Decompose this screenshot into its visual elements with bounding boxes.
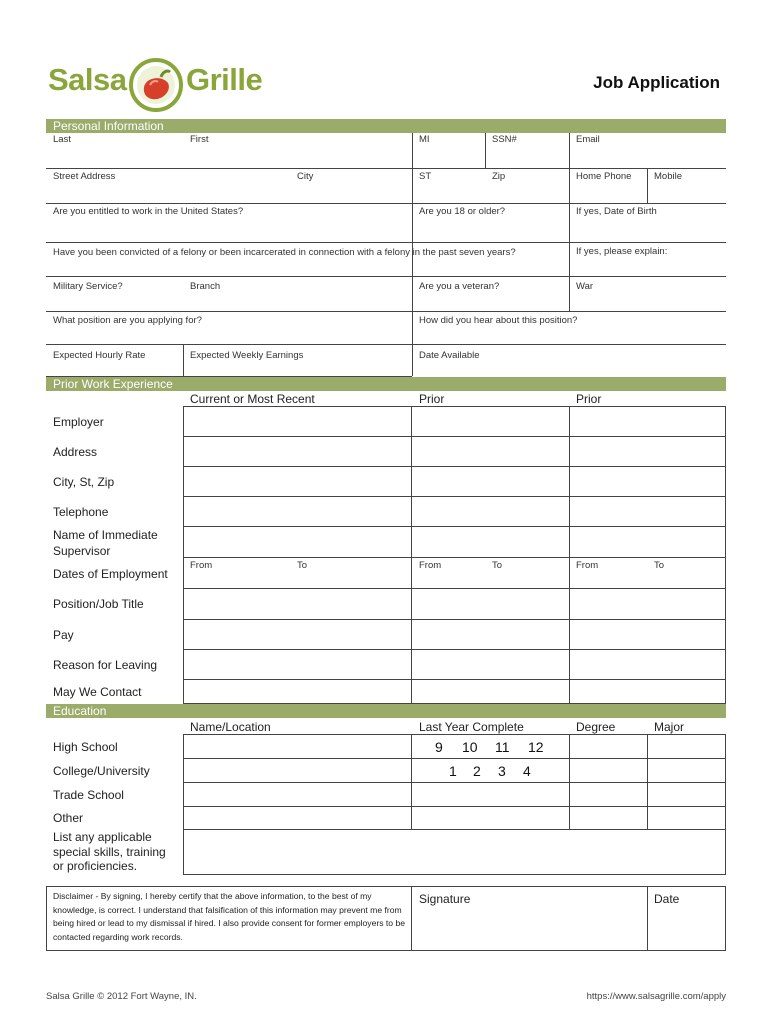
label-position: What position are you applying for?: [53, 315, 202, 326]
work-grid[interactable]: [183, 406, 726, 704]
label-felony: Have you been convicted of a felony or been incarcerated in connection with a felony in the past seven years?: [53, 247, 516, 258]
label-weekly: Expected Weekly Earnings: [190, 350, 304, 361]
rule: [183, 782, 726, 783]
label-age18: Are you 18 or older?: [419, 206, 506, 217]
logo-text-right: Grille: [186, 62, 263, 97]
row-supervisor: Name of Immediate Supervisor: [53, 528, 158, 558]
rule: [183, 466, 726, 467]
row-reason: Reason for Leaving: [53, 658, 158, 672]
rule: [183, 649, 726, 650]
rule: [183, 344, 184, 376]
hs-year-10[interactable]: 10: [462, 739, 478, 755]
col-degree: Degree: [576, 720, 616, 734]
col-prior-2: Prior: [576, 392, 602, 406]
college-year-1[interactable]: 1: [449, 763, 457, 779]
section-title-personal: Personal Information: [53, 119, 164, 133]
label-hear: How did you hear about this position?: [419, 315, 578, 326]
label-last: Last: [53, 134, 71, 145]
label-military: Military Service?: [53, 281, 123, 292]
col-major: Major: [654, 720, 685, 734]
col-name-location: Name/Location: [190, 720, 271, 734]
label-to-1: To: [297, 560, 308, 571]
label-street: Street Address: [53, 171, 116, 182]
label-branch: Branch: [190, 281, 221, 292]
section-bar-education: [46, 704, 726, 718]
label-hourly: Expected Hourly Rate: [53, 350, 146, 361]
row-trade: Trade School: [53, 788, 124, 802]
rule: [485, 133, 486, 168]
label-veteran: Are you a veteran?: [419, 281, 500, 292]
rule: [46, 242, 726, 243]
col-prior-1: Prior: [419, 392, 445, 406]
row-contact: May We Contact: [53, 685, 142, 699]
label-st: ST: [419, 171, 432, 182]
rule: [183, 436, 726, 437]
row-employer: Employer: [53, 415, 104, 429]
section-title-work: Prior Work Experience: [53, 377, 173, 391]
signature-field[interactable]: Signature: [419, 892, 471, 906]
logo-text-left: Salsa: [48, 62, 127, 97]
label-mi: MI: [419, 134, 430, 145]
rule: [183, 526, 726, 527]
section-bar-personal: [46, 119, 726, 133]
college-year-3[interactable]: 3: [498, 763, 506, 779]
row-high-school: High School: [53, 740, 118, 754]
label-mobile: Mobile: [654, 171, 682, 182]
footer-url[interactable]: https://www.salsagrille.com/apply: [586, 991, 726, 1002]
skills-box[interactable]: [183, 829, 726, 875]
label-to-2: To: [492, 560, 503, 571]
row-address: Address: [53, 445, 98, 459]
college-year-4[interactable]: 4: [523, 763, 531, 779]
section-title-education: Education: [53, 704, 107, 718]
section-bar-work: [46, 377, 726, 391]
row-telephone: Telephone: [53, 505, 109, 519]
college-year-2[interactable]: 2: [473, 763, 481, 779]
row-pay: Pay: [53, 628, 74, 642]
rule: [411, 406, 412, 704]
col-last-year: Last Year Complete: [419, 720, 524, 734]
page-title: Job Application: [593, 73, 720, 92]
col-current: Current or Most Recent: [190, 392, 315, 406]
hs-year-11[interactable]: 11: [495, 739, 510, 755]
label-home-phone: Home Phone: [576, 171, 632, 182]
rule: [183, 679, 726, 680]
label-ssn: SSN#: [492, 134, 517, 145]
rule: [183, 496, 726, 497]
hs-year-12[interactable]: 12: [528, 739, 544, 755]
rule: [183, 806, 726, 807]
rule: [183, 588, 726, 589]
chili-logo-icon: [128, 57, 184, 113]
label-city: City: [297, 171, 314, 182]
rule: [411, 886, 412, 951]
rule: [647, 886, 648, 951]
rule: [46, 168, 726, 169]
label-email: Email: [576, 134, 600, 145]
rule: [183, 557, 726, 558]
label-zip: Zip: [492, 171, 506, 182]
hs-year-9[interactable]: 9: [435, 739, 443, 755]
footer-copyright: Salsa Grille © 2012 Fort Wayne, IN.: [46, 991, 197, 1002]
label-first: First: [190, 134, 209, 145]
label-available: Date Available: [419, 350, 480, 361]
rule: [46, 203, 726, 204]
rule: [46, 344, 726, 345]
rule: [183, 619, 726, 620]
label-entitled: Are you entitled to work in the United States?: [53, 206, 244, 217]
rule: [647, 168, 648, 203]
rule: [569, 133, 570, 311]
rule: [183, 758, 726, 759]
label-war: War: [576, 281, 594, 292]
row-dates: Dates of Employment: [53, 567, 168, 581]
rule: [46, 276, 726, 277]
row-position: Position/Job Title: [53, 597, 144, 611]
disclaimer-text: Disclaimer - By signing, I hereby certify that the above information, to the best of my knowledge, is correct. I understand that falsification of this information may prevent me from being hired or lead to my dismissal if hired. I also provide consent for former employers to be contacted regarding work records.: [53, 891, 406, 942]
label-from-1: From: [190, 560, 213, 571]
row-skills: List any applicable special skills, training or proficiencies.: [53, 830, 166, 873]
label-explain: If yes, please explain:: [576, 246, 668, 257]
label-from-3: From: [576, 560, 599, 571]
row-college: College/University: [53, 764, 150, 778]
label-from-2: From: [419, 560, 442, 571]
date-field[interactable]: Date: [654, 892, 680, 906]
rule: [569, 406, 570, 704]
rule: [46, 311, 726, 312]
row-city-st-zip: City, St, Zip: [53, 475, 115, 489]
label-to-3: To: [654, 560, 665, 571]
row-other: Other: [53, 811, 84, 825]
label-dob: If yes, Date of Birth: [576, 206, 657, 217]
